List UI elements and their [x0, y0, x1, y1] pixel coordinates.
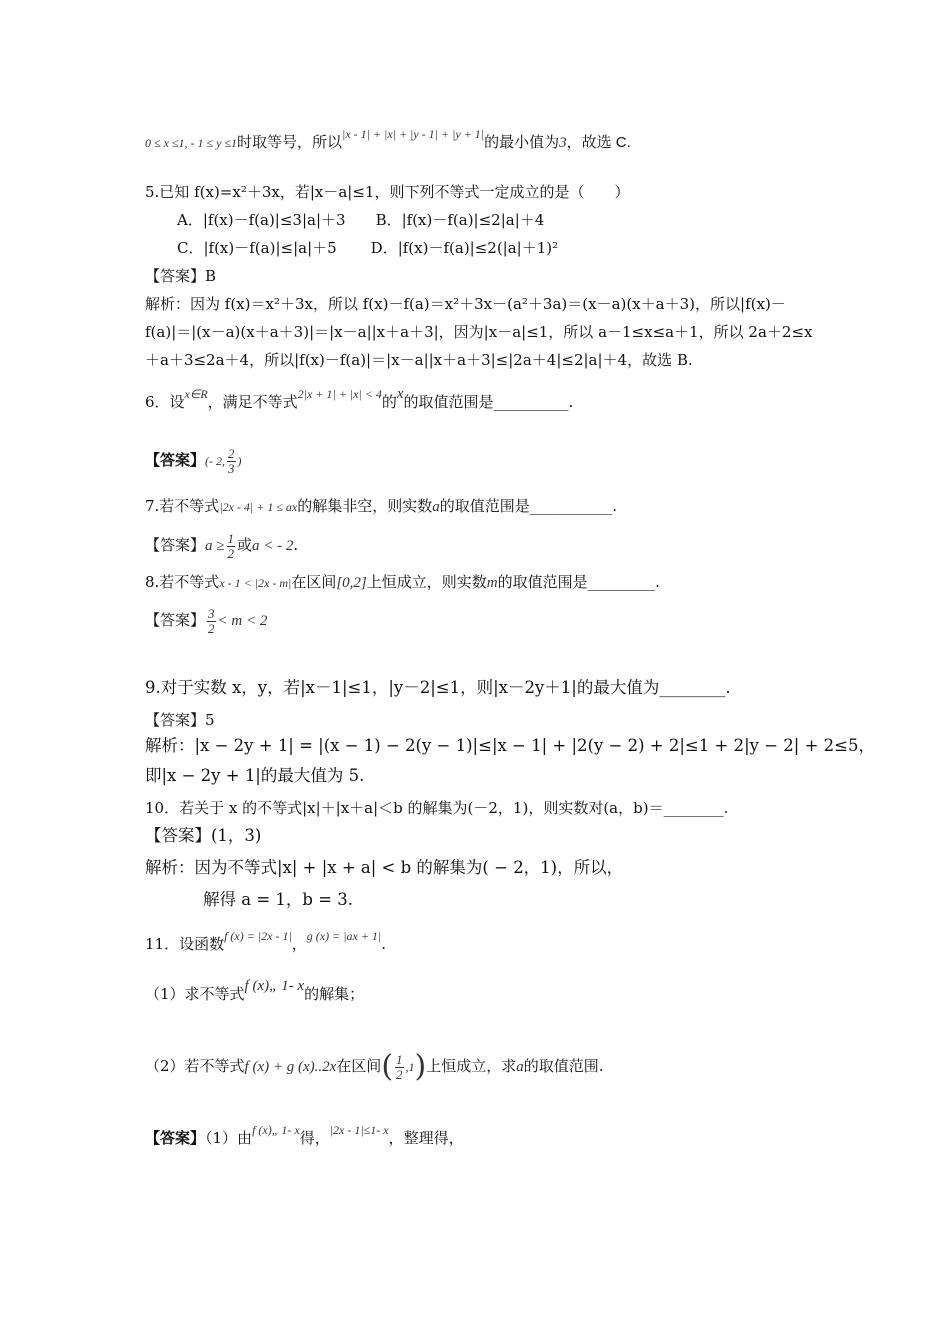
q10-solution-2: 解得 a = 1，b = 3.: [203, 890, 354, 909]
q5-answer: 【答案】B: [145, 267, 217, 285]
text: 或: [237, 536, 253, 554]
q11-stem: [145, 929, 386, 955]
q9-answer: 【答案】5: [145, 711, 215, 729]
denominator: 3: [228, 460, 235, 476]
q5-option-b: B．|f(x)－f(a)|≤2|a|＋4: [375, 211, 545, 229]
text: （1）由: [205, 1129, 253, 1147]
math-interval: [0,2]: [336, 575, 367, 591]
math-inequality: f (x) + g (x)..2x: [244, 1059, 337, 1075]
math-expression: |x - 1| + |x| + |y - 1| + |y + 1|: [342, 127, 485, 141]
q5-option-c: C．|f(x)－f(a)|≤|a|＋5: [177, 239, 337, 257]
text: 11．设函数: [145, 935, 225, 953]
text: 7.若不等式: [145, 497, 220, 515]
text: ，: [291, 935, 307, 953]
q5-option-d: D．|f(x)－f(a)|≤2(|a|＋1)²: [370, 239, 559, 257]
numerator: 3: [208, 605, 215, 621]
text: ，故选 C.: [566, 134, 631, 151]
text: 的取值范围是__________.: [403, 393, 574, 411]
math-variable: m: [486, 575, 498, 591]
numerator: 2: [228, 445, 235, 461]
text: 的取值范围.: [523, 1057, 604, 1075]
q10-answer: 【答案】(1，3): [145, 826, 262, 845]
math-function-g: g (x) = |ax + 1|: [306, 929, 382, 943]
math-variable: x: [396, 386, 404, 402]
q9-solution-1: 解析：|x − 2y + 1| = |(x − 1) − 2(y − 1)|≤|x − 1| + |2(y − 2) + 2|≤1 + 2|y − 2| + 2≤5，: [145, 736, 875, 755]
q10-solution-1: 解析：因为不等式|x| + |x + a| < b 的解集为( − 2，1)，所以，: [145, 858, 624, 877]
q5-option-a: A．|f(x)－f(a)|≤3|a|＋3: [177, 211, 346, 229]
math-variable: a: [432, 499, 440, 515]
q5-stem: 5.已知 f(x)=x²＋3x，若|x－a|≤1，则下列不等式一定成立的是（ ）: [145, 183, 630, 201]
math: < m < 2: [217, 613, 268, 629]
text: 的取值范围是___________.: [439, 497, 618, 515]
numerator: 1: [227, 530, 234, 546]
denominator: 2: [208, 620, 215, 636]
q8-answer: [145, 604, 267, 637]
text: （2）若不等式: [145, 1057, 245, 1075]
fraction: [207, 607, 216, 636]
text: 6．设: [145, 393, 185, 411]
text: （1）求不等式: [145, 985, 245, 1003]
answer-label: 【答案】: [145, 536, 206, 554]
answer-label: 【答案】: [145, 1129, 206, 1147]
q5-solution-2: f(a)|＝|(x－a)(x＋a＋3)|＝|x－a||x＋a＋3|，因为|x－a|≤1，所以 a－1≤x≤a＋1，所以 2a＋2≤x: [145, 323, 813, 341]
q5-solution-1: 解析：因为 f(x)＝x²＋3x，所以 f(x)－f(a)＝x²＋3x－(a²＋3a)＝(x－a)(x＋a＋3)，所以|f(x)－: [145, 295, 786, 313]
math-inequality: x - 1 < |2x - m|: [219, 576, 292, 590]
math: ): [237, 454, 242, 468]
q7-stem: [145, 496, 617, 517]
text: 上恒成立，求: [426, 1057, 517, 1075]
math: (- 2,: [205, 454, 226, 468]
math-inequality: 2|x + 1| + |x| < 4: [297, 387, 382, 401]
math: a ≥: [205, 538, 225, 554]
text: 的解集非空，则实数: [297, 497, 433, 515]
numerator: 1: [396, 1051, 403, 1067]
math: ,1: [405, 1060, 415, 1074]
q11-part1: [145, 978, 365, 1005]
text: .: [381, 935, 386, 953]
text: 时取等号，所以: [237, 133, 343, 151]
text: 的取值范围是_________.: [497, 573, 660, 591]
q8-stem: [145, 572, 660, 593]
text: ，满足不等式: [207, 393, 298, 411]
text: .: [293, 536, 299, 554]
math-inequality: |2x - 4| + 1 ≤ ax: [219, 500, 298, 514]
math-function-f: f (x) = |2x - 1|: [224, 929, 292, 943]
text: ，整理得，: [388, 1129, 464, 1147]
math-variable: a: [516, 1059, 524, 1075]
q4-tail-line: [145, 127, 631, 153]
q9-solution-2: 即|x − 2y + 1|的最大值为 5.: [145, 766, 365, 785]
answer-label: 【答案】: [145, 451, 206, 469]
math: a < - 2: [252, 538, 294, 554]
text: 8.若不等式: [145, 573, 220, 591]
text: 在区间: [291, 573, 337, 591]
math-value: 3: [559, 135, 567, 151]
q5-solution-3: ＋a＋3≤2a＋4，所以|f(x)－f(a)|＝|x－a||x＋a＋3|≤|2a＋4|≤2|a|＋4，故选 B.: [145, 351, 693, 369]
answer-label: 【答案】: [145, 611, 206, 629]
text: 的解集；: [304, 985, 365, 1003]
denominator: 2: [227, 545, 234, 561]
left-paren: (: [381, 1049, 394, 1084]
math-condition: 0 ≤ x ≤1, - 1 ≤ y ≤1: [145, 136, 237, 150]
math-set: x∈R: [184, 387, 208, 401]
q7-answer: [145, 530, 298, 561]
right-paren: ): [414, 1049, 427, 1084]
text: 的最小值为: [484, 133, 560, 151]
q11-part2: [145, 1046, 604, 1087]
fraction: [227, 532, 236, 561]
q6-answer: [145, 446, 242, 476]
q6-stem: [145, 386, 574, 413]
fraction: [227, 447, 236, 476]
q10-stem: 10．若关于 x 的不等式|x|＋|x＋a|＜b 的解集为(－2，1)，则实数对(a，b)＝________.: [145, 799, 729, 817]
text: 在区间: [336, 1057, 382, 1075]
q5-options-row1: [177, 210, 544, 230]
text: 上恒成立，则实数: [366, 573, 487, 591]
math-inequality: f (x)„ 1- x: [244, 978, 305, 994]
q11-answer: [145, 1123, 464, 1149]
q9-stem: 9.对于实数 x，y，若|x－1|≤1，|y－2|≤1，则|x－2y＋1|的最大值为________.: [145, 678, 731, 697]
fraction: [395, 1053, 404, 1082]
q5-options-row2: [177, 238, 558, 258]
math-inequality: |2x - 1|≤1- x: [329, 1123, 389, 1137]
math-inequality: f (x)„ 1- x: [252, 1123, 300, 1137]
text: 得，: [299, 1129, 330, 1147]
denominator: 2: [396, 1066, 403, 1082]
text: 的: [381, 393, 397, 411]
